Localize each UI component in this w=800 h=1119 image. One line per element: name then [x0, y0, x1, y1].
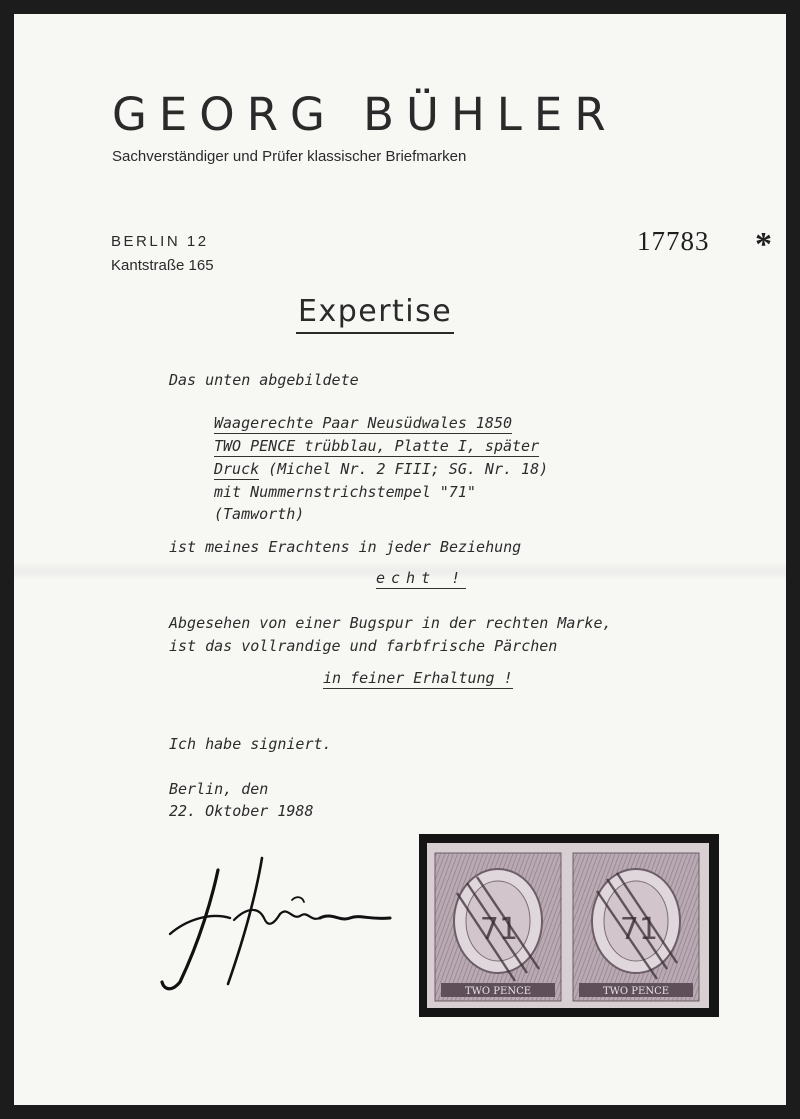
verdict	[376, 569, 466, 587]
document-heading: Expertise	[296, 293, 454, 334]
item-line-4: mit Nummernstrichstempel "71"	[214, 483, 476, 501]
stamp-left-label: TWO PENCE	[464, 986, 532, 997]
address-city: BERLIN 12	[111, 233, 209, 250]
stamp-pair-image	[427, 843, 709, 1008]
stamp-photo	[419, 834, 719, 1017]
intro-text: Das unten abgebildete	[169, 371, 359, 389]
address-street: Kantstraße 165	[111, 257, 214, 274]
item-line-3-underlined: Druck	[214, 460, 260, 478]
item-line-1	[214, 414, 512, 432]
opinion-text: ist meines Erachtens in jeder Beziehung	[169, 538, 522, 556]
verdict-text: echt !	[376, 569, 467, 587]
item-line-2-text: TWO PENCE trübblau, Platte I, später	[214, 437, 540, 455]
certificate-mark: *	[755, 226, 772, 263]
letterhead-name: GEORG BÜHLER	[112, 88, 618, 141]
item-line-2	[214, 437, 539, 455]
cancel-left: 71	[479, 912, 519, 947]
remark-line-1: Abgesehen von einer Bugspur in der rechten Marke,	[169, 614, 612, 632]
letterhead-subtitle: Sachverständiger und Prüfer klassischer Briefmarken	[112, 148, 467, 165]
condition-text: in feiner Erhaltung !	[323, 669, 513, 687]
signed-statement: Ich habe signiert.	[169, 735, 332, 753]
stamp-right-label: TWO PENCE	[602, 986, 670, 997]
item-line-5: (Tamworth)	[214, 505, 305, 523]
remark-line-2: ist das vollrandige und farbfrische Pärchen	[169, 637, 558, 655]
date-text: 22. Oktober 1988	[169, 802, 314, 820]
place-text: Berlin, den	[169, 780, 269, 798]
cancel-right: 71	[619, 912, 659, 947]
handwritten-signature	[142, 836, 402, 996]
item-line-1-text: Waagerechte Paar Neusüdwales 1850	[214, 414, 513, 432]
condition	[323, 669, 513, 687]
item-line-3-rest: (Michel Nr. 2 FIII; SG. Nr. 18)	[259, 460, 549, 478]
certificate-number: 17783	[637, 226, 710, 256]
item-line-3	[214, 460, 548, 478]
